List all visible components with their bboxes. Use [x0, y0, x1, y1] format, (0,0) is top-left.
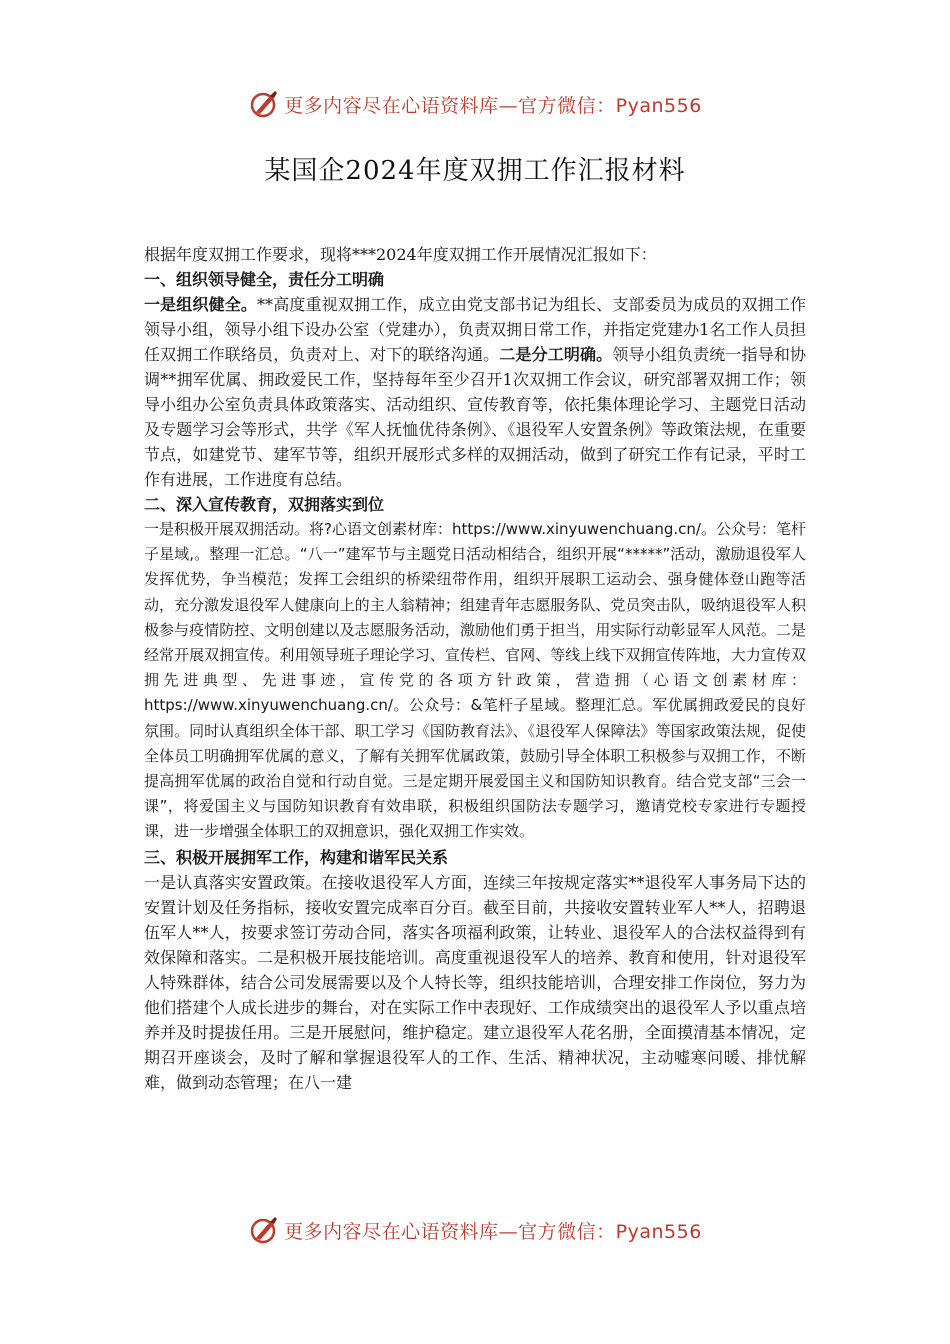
- section-1-lead-2: 二是分工明确。: [499, 345, 613, 364]
- section-1-text-1: **高度重视双拥工作，成立由党支部书记为组长、支部委员为成员的双拥工作领导小组，领导小组下设办公室（党建办），负责双拥日常工作，并指定党建办1名工作人员担任双拥工作联络员，负责对上、对下的联络沟通。: [144, 295, 806, 364]
- section-1-text-2: 领导小组负责统一指导和协调**拥军优属、拥政爱民工作，坚持每年至少召开1次双拥工作会议，研究部署双拥工作；领导小组办公室负责具体政策落实、活动组织、宣传教育等，依托集体理论学习、主题党日活动及专题学习会等形式，共学《军人抚恤优待条例》、《退役军人安置条例》等政策法规，在重要节点，如建党节、建军节等，组织开展形式多样的双拥活动，做到了研究工作有记录，平时工作有进展，工作进度有总结。: [144, 345, 806, 489]
- intro-paragraph: 根据年度双拥工作要求，现将***2024年度双拥工作开展情况汇报如下：: [144, 245, 657, 264]
- wechat-id: Pyan556: [615, 1220, 702, 1243]
- pen-logo-icon: [248, 88, 280, 120]
- header-banner: [0, 82, 950, 126]
- document-title: 某国企2024年度双拥工作汇报材料: [264, 156, 686, 186]
- document-body: [144, 242, 806, 1095]
- section-3-heading: 三、积极开展拥军工作，构建和谐军民关系: [144, 847, 449, 867]
- section-1-heading: 一、组织领导健全，责任分工明确: [144, 270, 385, 289]
- section-3-paragraph: 一是认真落实安置政策。在接收退役军人方面，连续三年按规定落实**退役军人事务局下达的安置计划及任务指标，接收安置完成率百分百。截至目前，共接收安置转业军人**人，招聘退伍军人**人，按要求签订劳动合同，落实各项福利政策，让转业、退役军人的合法权益得到有效保障和落实。二是积极开展技能培训。高度重视退役军人的培养、教育和使用，针对退役军人特殊群体，结合公司发展需要以及个人特长等，组织技能培训，合理安排工作岗位，努力为他们搭建个人成长进步的舞台，对在实际工作中表现好、工作成绩突出的退役军人予以重点培养并及时提拔任用。三是开展慰问，维护稳定。建立退役军人花名册，全面摸清基本情况，定期召开座谈会，及时了解和掌握退役军人的工作、生活、精神状况，主动嘘寒问暖、排忧解难，做到动态管理；在八一建: [144, 872, 806, 1092]
- section-1-lead-1: 一是组织健全。: [144, 295, 258, 314]
- section-2-paragraph: 一是积极开展双拥活动。将?心语文创素材库：https://www.xinyuwenchuang.cn/。公众号：笔杆子星域,。整理一汇总。“八一”建军节与主题党日活动相结合，组织开展“*****”活动，激励退役军人发挥优势，争当模范；发挥工会组织的桥梁纽带作用，组织开展职工运动会、强身健体登山跑等活动，充分激发退役军人健康向上的主人翁精神；组建青年志愿服务队、党员突击队，吸纳退役军人积极参与疫情防控、文明创建以及志愿服务活动，激励他们勇于担当，用实际行动彰显军人风范。二是经常开展双拥宣传。利用领导班子理论学习、宣传栏、官网、等线上线下双拥宣传阵地，大力宣传双拥先进典型、先进事迹，宣传党的各项方针政策，营造拥（心语文创素材库：https://www.xinyuwenchuang.cn/。公众号：&笔杆子星域。整理汇总。军优属拥政爱民的良好氛围。同时认真组织全体干部、职工学习《国防教育法》、《退役军人保障法》等国家政策法规，促使全体员工明确拥军优属的意义，了解有关拥军优属政策，鼓励引导全体职工积极参与双拥工作，不断提高拥军优属的政治自觉和行动自觉。三是定期开展爱国主义和国防知识教育。结合党支部“三会一课”，将爱国主义与国防知识教育有效串联，积极组织国防法专题学习，邀请党校专家进行专题授课，进一步增强全体职工的双拥意识，强化双拥工作实效。: [144, 520, 806, 841]
- banner-text: 更多内容尽在心语资料库—官方微信：Pyan556: [284, 1220, 702, 1243]
- section-2-heading: 二、深入宣传教育，双拥落实到位: [144, 495, 385, 514]
- banner-text: 更多内容尽在心语资料库—官方微信：Pyan556: [284, 94, 702, 117]
- section-1-paragraph: [144, 292, 806, 492]
- footer-banner: [0, 1208, 950, 1252]
- pen-logo-icon: [248, 1214, 280, 1246]
- wechat-id: Pyan556: [615, 94, 702, 117]
